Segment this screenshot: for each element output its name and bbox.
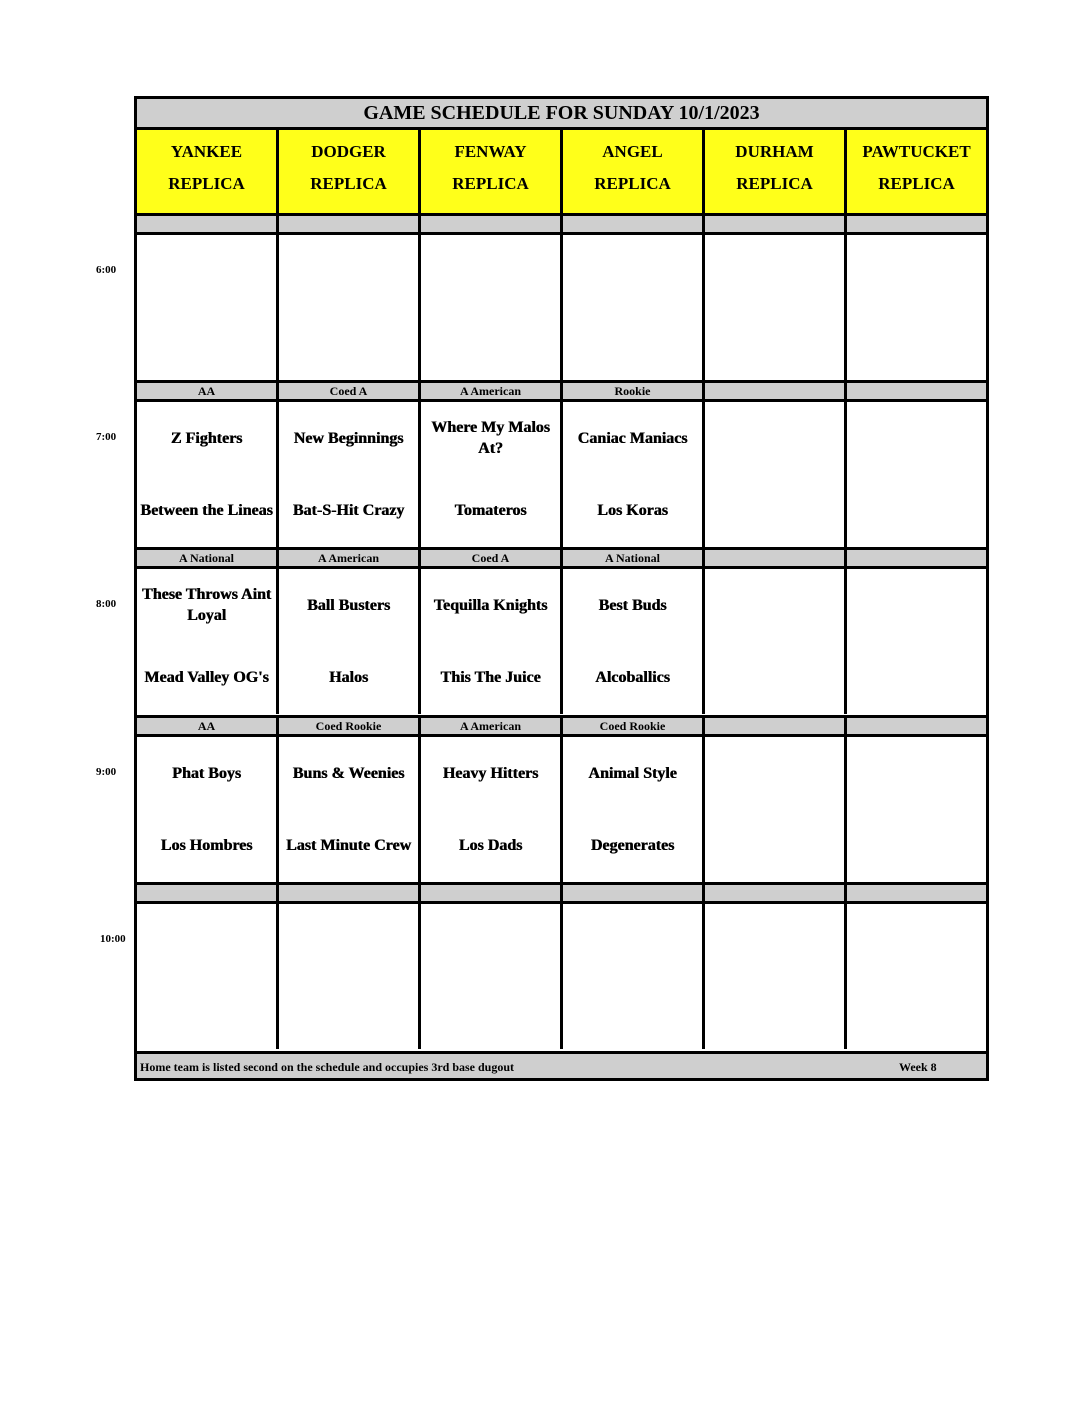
- field-name: ANGEL: [602, 142, 663, 161]
- field-sub: REPLICA: [878, 174, 955, 193]
- away-team: Tequilla Knights: [433, 596, 548, 614]
- home-team: Between the Lineas: [140, 502, 273, 520]
- home-team: Alcoballics: [595, 669, 670, 687]
- field-sub: REPLICA: [452, 174, 529, 193]
- away-team: [705, 235, 844, 308]
- home-team: [563, 977, 702, 1050]
- schedule-title: GAME SCHEDULE FOR SUNDAY 10/1/2023: [137, 99, 986, 130]
- division-label: [705, 718, 847, 734]
- division-label: [279, 885, 421, 901]
- division-label: [563, 885, 705, 901]
- field-sub: REPLICA: [594, 174, 671, 193]
- home-team: [421, 308, 560, 381]
- division-label: [847, 216, 986, 232]
- field-header-row: [137, 130, 986, 216]
- home-team: Bat-S-Hit Crazy: [292, 502, 405, 520]
- game-cell: [279, 402, 421, 547]
- field-sub: REPLICA: [310, 174, 387, 193]
- field-sub: REPLICA: [736, 174, 813, 193]
- time-label: 9:00: [96, 766, 117, 778]
- home-team: Halos: [328, 669, 369, 687]
- division-label: [847, 383, 986, 399]
- game-cell: [847, 737, 986, 882]
- away-team: [137, 904, 276, 977]
- division-label: Coed Rookie: [279, 718, 421, 734]
- game-cell: [279, 737, 421, 882]
- week-label: Week 8: [899, 1060, 937, 1074]
- game-cell: [421, 235, 563, 380]
- division-label: [705, 216, 847, 232]
- division-label: AA: [137, 718, 279, 734]
- field-name: PAWTUCKET: [862, 142, 971, 161]
- division-label: A American: [279, 550, 421, 566]
- field-name: YANKEE: [170, 142, 243, 161]
- game-cell: [137, 402, 279, 547]
- away-team: These Throws Aint Loyal: [141, 586, 272, 625]
- division-label: [847, 718, 986, 734]
- home-team: [563, 308, 702, 381]
- game-slot-row: [137, 737, 986, 882]
- field-name: DODGER: [311, 142, 386, 161]
- division-label: [847, 550, 986, 566]
- home-team: [705, 977, 844, 1050]
- field-header-dodger: [279, 130, 421, 213]
- division-label: [705, 383, 847, 399]
- time-label: 8:00: [96, 598, 117, 610]
- division-label: [847, 885, 986, 901]
- away-team: [705, 569, 844, 642]
- game-slot-row: [137, 569, 986, 714]
- division-label: [705, 885, 847, 901]
- home-team: Los Dads: [458, 837, 523, 855]
- game-cell: [421, 904, 563, 1049]
- home-team: Tomateros: [454, 502, 527, 520]
- division-row: [137, 715, 986, 737]
- away-team: [279, 235, 418, 308]
- away-team: [847, 402, 986, 475]
- field-name: DURHAM: [735, 142, 814, 161]
- away-team: Animal Style: [588, 764, 677, 782]
- home-team: Degenerates: [590, 837, 675, 855]
- away-team: [563, 235, 702, 308]
- footer-note: Home team is listed second on the schedule and occupies 3rd base dugout: [140, 1060, 515, 1074]
- game-cell: [137, 569, 279, 714]
- game-cell: [847, 569, 986, 714]
- away-team: New Beginnings: [293, 429, 404, 447]
- away-team: [421, 904, 560, 977]
- home-team: [137, 977, 276, 1050]
- home-team: Los Hombres: [160, 837, 253, 855]
- division-label: AA: [137, 383, 279, 399]
- away-team: [847, 737, 986, 810]
- division-label: Coed Rookie: [563, 718, 705, 734]
- division-row: [137, 213, 986, 235]
- division-label: A American: [421, 383, 563, 399]
- division-label: [137, 216, 279, 232]
- schedule-sheet: [134, 96, 989, 1081]
- game-cell: [563, 402, 705, 547]
- division-label: [421, 885, 563, 901]
- away-team: Best Buds: [598, 596, 667, 614]
- away-team: [563, 904, 702, 977]
- field-header-yankee: [137, 130, 279, 213]
- away-team: Z Fighters: [170, 429, 243, 447]
- division-row: [137, 882, 986, 904]
- away-team: [847, 569, 986, 642]
- home-team: Last Minute Crew: [285, 837, 412, 855]
- game-cell: [705, 737, 847, 882]
- game-cell: [705, 569, 847, 714]
- game-cell: [563, 904, 705, 1049]
- division-label: [421, 216, 563, 232]
- home-team: [705, 308, 844, 381]
- away-team: Phat Boys: [172, 764, 241, 782]
- game-cell: [563, 737, 705, 882]
- away-team: [421, 235, 560, 308]
- away-team: [279, 904, 418, 977]
- away-team: [705, 737, 844, 810]
- home-team: [847, 977, 986, 1050]
- away-team: Heavy Hitters: [442, 764, 539, 782]
- field-header-pawtucket: [847, 130, 986, 213]
- time-label: 6:00: [96, 264, 117, 276]
- game-cell: [421, 402, 563, 547]
- home-team: [705, 810, 844, 883]
- home-team: [847, 642, 986, 715]
- away-team: Where My Malos At?: [431, 419, 550, 458]
- division-label: [705, 550, 847, 566]
- game-cell: [563, 569, 705, 714]
- division-label: [279, 216, 421, 232]
- game-slot-row: [137, 402, 986, 547]
- game-cell: [421, 569, 563, 714]
- division-row: [137, 547, 986, 569]
- game-cell: [705, 904, 847, 1049]
- game-slot-row: [137, 235, 986, 380]
- game-cell: [137, 235, 279, 380]
- field-header-durham: [705, 130, 847, 213]
- division-label: Coed A: [421, 550, 563, 566]
- game-cell: [137, 737, 279, 882]
- field-header-fenway: [421, 130, 563, 213]
- game-cell: [563, 235, 705, 380]
- home-team: [421, 977, 560, 1050]
- division-label: A National: [137, 550, 279, 566]
- game-cell: [705, 402, 847, 547]
- home-team: [847, 308, 986, 381]
- schedule-footer: [137, 1051, 986, 1078]
- away-team: Ball Busters: [306, 596, 391, 614]
- game-cell: [421, 737, 563, 882]
- away-team: [705, 402, 844, 475]
- field-header-angel: [563, 130, 705, 213]
- home-team: [279, 308, 418, 381]
- home-team: [847, 475, 986, 548]
- game-cell: [137, 904, 279, 1049]
- away-team: [847, 904, 986, 977]
- game-cell: [279, 569, 421, 714]
- home-team: [847, 810, 986, 883]
- home-team: Los Koras: [597, 502, 668, 520]
- game-cell: [705, 235, 847, 380]
- division-label: [137, 885, 279, 901]
- division-label: A American: [421, 718, 563, 734]
- division-label: Coed A: [279, 383, 421, 399]
- home-team: This The Juice: [440, 669, 541, 687]
- away-team: Caniac Maniacs: [577, 429, 688, 447]
- division-label: Rookie: [563, 383, 705, 399]
- division-row: [137, 380, 986, 402]
- time-label: 7:00: [96, 431, 117, 443]
- time-label: 10:00: [100, 933, 126, 945]
- away-team: Buns & Weenies: [292, 764, 405, 782]
- division-label: A National: [563, 550, 705, 566]
- home-team: [137, 308, 276, 381]
- game-cell: [847, 904, 986, 1049]
- field-name: FENWAY: [454, 142, 527, 161]
- home-team: [705, 642, 844, 715]
- field-sub: REPLICA: [168, 174, 245, 193]
- away-team: [137, 235, 276, 308]
- game-cell: [847, 235, 986, 380]
- game-cell: [279, 904, 421, 1049]
- home-team: [705, 475, 844, 548]
- home-team: [279, 977, 418, 1050]
- game-cell: [847, 402, 986, 547]
- game-slot-row: [137, 904, 986, 1049]
- away-team: [705, 904, 844, 977]
- game-cell: [279, 235, 421, 380]
- home-team: Mead Valley OG's: [144, 669, 269, 687]
- division-label: [563, 216, 705, 232]
- away-team: [847, 235, 986, 308]
